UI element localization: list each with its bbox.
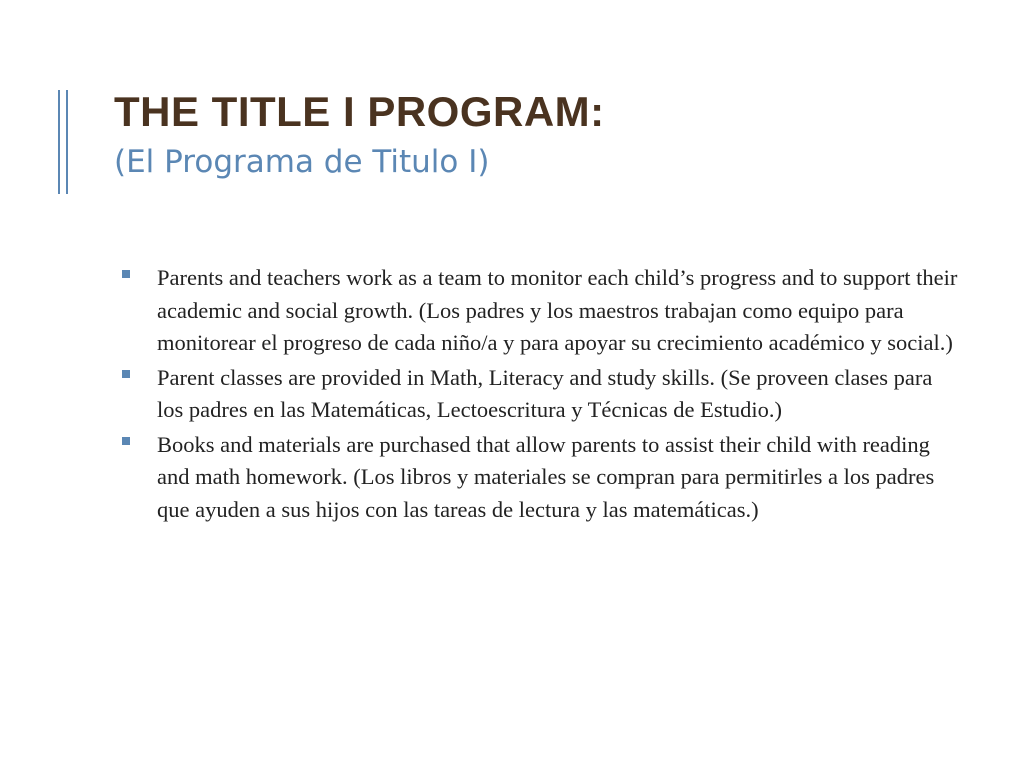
- bullet-item: [120, 362, 960, 427]
- bullet-text: Parents and teachers work as a team to monitor each child’s progress and to support their academic and social growth. (Los padres y los maestros trabajan como equipo para monitorear el progreso de cada niño/a y para apoyar su crecimiento académico y social.): [157, 265, 958, 355]
- slide-title: THE TITLE I PROGRAM:: [114, 88, 605, 135]
- title-block: [114, 84, 994, 184]
- square-bullet-icon: [122, 370, 130, 378]
- title-rule-right: [66, 90, 68, 194]
- square-bullet-icon: [122, 437, 130, 445]
- bullet-item: [120, 262, 960, 360]
- bullet-text: Parent classes are provided in Math, Literacy and study skills. (Se proveen clases para los padres en las Matemáticas, Lectoescritura y Técnicas de Estudio.): [157, 364, 933, 422]
- title-rule-left: [58, 90, 60, 194]
- bullet-item: [120, 429, 960, 527]
- bullet-text: Books and materials are purchased that allow parents to assist their child with reading and math homework. (Los libros y materiales se compran para permitirles a los padres que ayuden a sus hijos con las tareas de lectura y las matemáticas.): [157, 431, 935, 522]
- bullet-list: [120, 262, 960, 528]
- square-bullet-icon: [122, 270, 130, 278]
- slide-subtitle: (El Programa de Titulo I): [114, 144, 490, 180]
